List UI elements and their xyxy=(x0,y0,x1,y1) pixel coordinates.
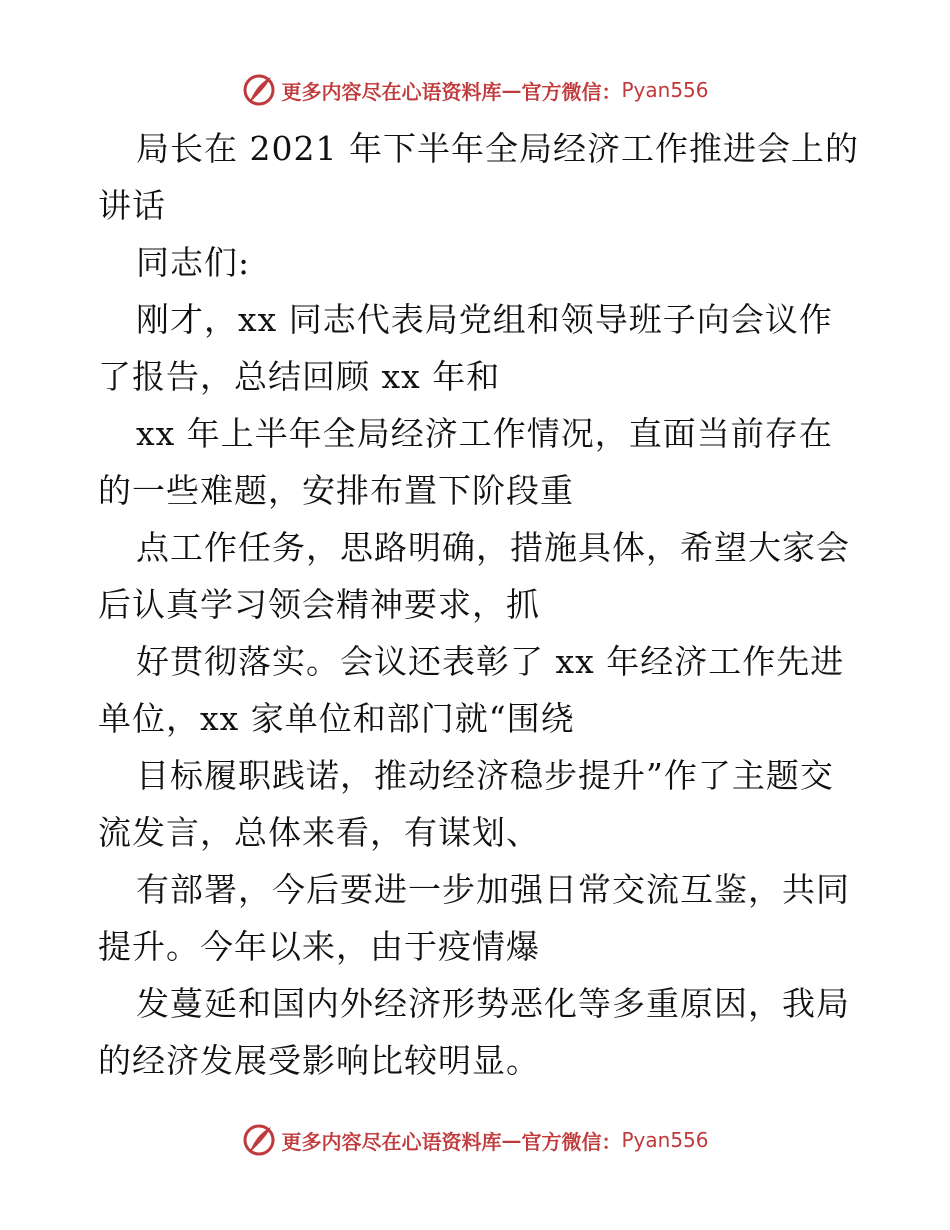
text-line: 有部署，今后要进一步加强日常交流互鉴，共同 xyxy=(136,870,850,909)
text-line: 的一些难题，安排布置下阶段重 xyxy=(98,471,574,510)
text-line: 后认真学习领会精神要求，抓 xyxy=(98,585,540,624)
document-body xyxy=(98,120,858,1089)
text-line: 流发言，总体来看，有谋划、 xyxy=(98,813,540,852)
text-line: 好贯彻落实。会议还表彰了 xx 年经济工作先进 xyxy=(136,642,845,681)
banner-wechat-id: Pyan556 xyxy=(621,78,709,102)
banner-dash: — xyxy=(501,78,522,102)
text-line: 局长在 2021 年下半年全局经济工作推进会上的 xyxy=(136,129,859,168)
text-line: 刚才，xx 同志代表局党组和领导班子向会议作 xyxy=(136,300,833,339)
banner-wechat-label: 官方微信： xyxy=(521,79,622,104)
quill-logo-icon xyxy=(241,72,277,108)
text-line: 提升。今年以来，由于疫情爆 xyxy=(98,927,540,966)
text-line: 发蔓延和国内外经济形势恶化等多重原因，我局 xyxy=(136,984,850,1023)
text-line: 单位，xx 家单位和部门就“围绕 xyxy=(98,699,575,738)
footer-banner xyxy=(0,1120,950,1160)
text-line: 同志们: xyxy=(136,243,251,282)
text-line: xx 年上半年全局经济工作情况，直面当前存在 xyxy=(136,414,833,453)
banner-wechat-id: Pyan556 xyxy=(621,1128,709,1152)
banner-dash: — xyxy=(501,1128,522,1152)
banner-title: 更多内容尽在心语资料库 xyxy=(281,1129,502,1154)
banner-wechat-label: 官方微信： xyxy=(521,1129,622,1154)
text-line: 点工作任务，思路明确，措施具体，希望大家会 xyxy=(136,528,850,567)
banner-title: 更多内容尽在心语资料库 xyxy=(281,79,502,104)
text-line: 讲话 xyxy=(98,186,166,225)
text-line: 了报告，总结回顾 xx 年和 xyxy=(98,357,501,396)
text-line: 目标履职践诺，推动经济稳步提升”作了主题交 xyxy=(136,756,834,795)
text-line: 的经济发展受影响比较明显。 xyxy=(98,1041,540,1080)
quill-logo-icon xyxy=(241,1122,277,1158)
header-banner xyxy=(0,70,950,110)
